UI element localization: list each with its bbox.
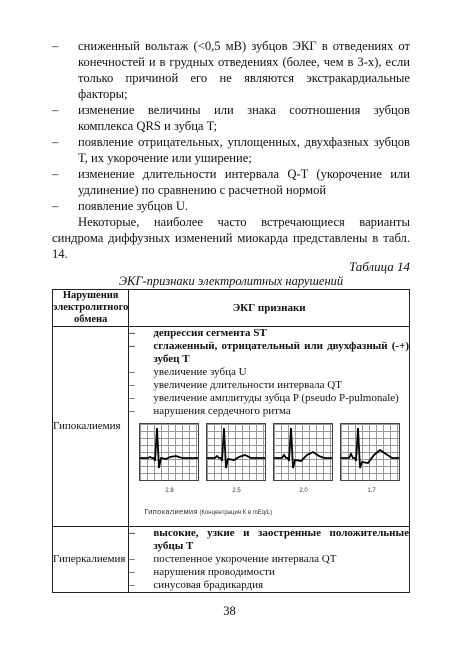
strip-label: 1.7: [367, 488, 376, 494]
ecg-trace: [341, 424, 399, 480]
caption-name: Гипокалиемия: [144, 507, 198, 516]
ecg-trace: [207, 424, 265, 480]
dash-marker: –: [129, 579, 135, 591]
sign-item: [129, 527, 409, 553]
strip-label: 2.0: [299, 488, 308, 494]
sign-item: [129, 366, 409, 379]
sign-text: увеличение длительности интервала QT: [153, 379, 342, 391]
sign-text: нарушения сердечного ритма: [153, 405, 291, 417]
dash-marker: –: [129, 327, 135, 339]
ecg-trace: [140, 424, 198, 480]
sign-item: [129, 327, 409, 340]
ecg-strip: [206, 423, 266, 481]
sign-item: [129, 579, 409, 592]
page-number: 38: [223, 604, 236, 618]
sign-text: высокие, узкие и заостренные положительные зубцы T: [153, 527, 409, 552]
caption-note: (Концентрация К в mEq/L): [199, 510, 273, 516]
bullet-item: [52, 166, 410, 198]
table-header-row: [53, 290, 410, 327]
dash-marker: –: [52, 199, 59, 213]
dash-marker: –: [129, 340, 135, 352]
sign-item: [129, 392, 409, 405]
row-name: Гиперкалиемия: [53, 527, 129, 593]
dash-marker: –: [52, 39, 59, 53]
dash-marker: –: [52, 135, 59, 149]
strip-label: 2.5: [232, 488, 241, 494]
row-name: Гипокалиемия: [53, 327, 129, 527]
sign-item: [129, 405, 409, 418]
dash-marker: –: [129, 566, 135, 578]
body-paragraph: Некоторые, наиболее часто встречающиеся варианты синдрома диффузных изменений миокарда представлены в табл. 14.: [52, 215, 410, 261]
ecg-table: [52, 289, 410, 593]
dash-marker: –: [52, 103, 59, 117]
signs-cell: [129, 327, 410, 527]
sign-item: [129, 340, 409, 366]
bullet-item: [52, 38, 410, 102]
ecg-strip: [273, 423, 333, 481]
table-row: [53, 527, 410, 593]
dash-marker: –: [129, 405, 135, 417]
signs-cell: [129, 527, 410, 593]
sign-text: увеличение зубца U: [153, 366, 247, 378]
bullet-item: [52, 102, 410, 134]
header-ecg-signs: ЭКГ признаки: [129, 290, 410, 327]
sign-text: депрессия сегмента ST: [153, 327, 267, 339]
bullet-item: [52, 134, 410, 166]
sign-item: [129, 553, 409, 566]
ecg-trace: [274, 424, 332, 480]
bullet-text: появление зубцов U.: [78, 199, 189, 213]
bullet-item: [52, 198, 410, 214]
header-disorder: Нарушения электролитного обмена: [53, 290, 129, 325]
sign-text: нарушения проводимости: [153, 566, 275, 578]
table-number: Таблица 14: [348, 259, 410, 274]
table-row: [53, 327, 410, 527]
dash-marker: –: [52, 167, 59, 181]
dash-marker: –: [129, 366, 135, 378]
dash-marker: –: [129, 527, 135, 539]
figure-caption: [144, 505, 272, 520]
ecg-strip: [340, 423, 400, 481]
sign-item: [129, 379, 409, 392]
sign-item: [129, 566, 409, 579]
bullet-text: появление отрицательных, уплощенных, двухфазных зубцов T, их укорочение или уширение;: [78, 135, 410, 165]
table-title: ЭКГ-признаки электролитных нарушений: [118, 274, 344, 288]
text-block: [52, 38, 410, 262]
ecg-strip: [139, 423, 199, 481]
strip-label: 2.8: [165, 488, 174, 494]
bullet-text: сниженный вольтаж (<0,5 мВ) зубцов ЭКГ в отведениях от конечностей и в грудных отведениях (более, чем в 3-х), если только причиной его не являются экстракардиальные факторы;: [78, 39, 410, 101]
sign-text: увеличение амплитуды зубца P (pseudo P-pulmonale): [153, 392, 399, 404]
ecg-figure: [129, 419, 409, 526]
sign-text: синусовая брадикардия: [153, 579, 264, 591]
sign-text: сглаженный, отрицательный или двухфазный (-+) зубец T: [153, 340, 409, 365]
dash-marker: –: [129, 553, 135, 565]
dash-marker: –: [129, 392, 135, 404]
bullet-text: изменение длительности интервала Q-T (укорочение или удлинение) по сравнению с расчетной нормой: [78, 167, 410, 197]
bullet-text: изменение величины или знака соотношения зубцов комплекса QRS и зубца T;: [78, 103, 410, 133]
sign-text: постепенное укорочение интервала QT: [153, 553, 337, 565]
dash-marker: –: [129, 379, 135, 391]
